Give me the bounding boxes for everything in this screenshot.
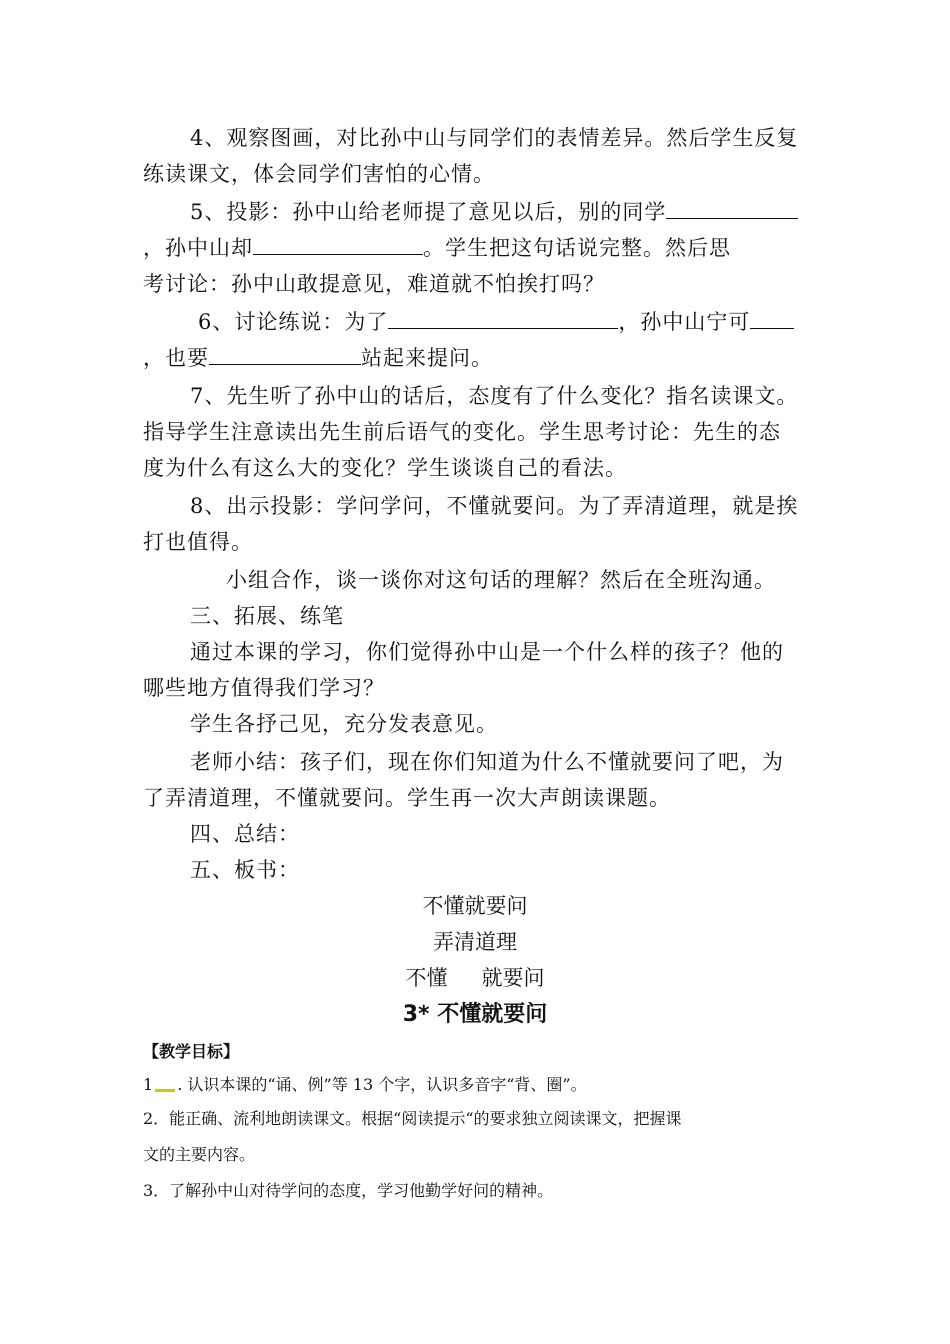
objective-1 — [143, 1073, 587, 1097]
objective-1-text: . 认识本课的“诵、例”等 13 个字，认识多音字“背、圈”。 — [177, 1075, 587, 1094]
para-4-line-2: 练读课文，体会同学们害怕的心情。 — [143, 162, 495, 186]
summary-line-1: 老师小结：孩子们，现在你们知道为什么不懂就要问了吧，为 — [190, 750, 784, 774]
section-5-heading: 五、板书： — [190, 858, 300, 882]
para-6-text-c: ，也要 — [143, 346, 209, 370]
para-6-text-d: 站起来提问。 — [361, 346, 493, 370]
para-5-text-a: ，孙中山却 — [143, 236, 253, 260]
blank-line — [666, 198, 798, 219]
board-line-3 — [0, 964, 950, 992]
group-work-line: 小组合作，谈一谈你对这句话的理解？然后在全班沟通。 — [226, 568, 776, 592]
board-line-1: 不懂就要问 — [422, 894, 528, 918]
section-4-heading: 四、总结： — [190, 822, 300, 846]
objective-2-line-1: 2．能正确、流利地朗读课文。根据“阅读提示“的要求独立阅读课文，把握课 — [143, 1109, 682, 1128]
para-6-text-a: 6、讨论练说：为了 — [198, 310, 389, 334]
para-5-line-1 — [190, 198, 798, 226]
board-line-2: 弄清道理 — [433, 930, 517, 954]
summary-line-2: 了弄清道理，不懂就要问。学生再一次大声朗读课题。 — [143, 786, 671, 810]
highlight-mark — [155, 1089, 175, 1092]
para-6-line-2 — [143, 344, 493, 372]
para-8-line-2: 打也值得。 — [143, 530, 253, 554]
objective-2-line-2: 文的主要内容。 — [143, 1145, 256, 1164]
para-5-text-b: 。学生把这句话说完整。然后思 — [423, 236, 731, 260]
blank-line — [253, 234, 423, 255]
board-line-3b: 就要问 — [481, 966, 545, 990]
objective-3: 3．了解孙中山对待学问的态度，学习他勤学好问的精神。 — [143, 1181, 554, 1200]
para-5-line-2 — [143, 234, 731, 262]
para-8-line-1: 8、出示投影：学问学问，不懂就要问。为了弄清道理，就是挨 — [190, 494, 799, 518]
objectives-heading: 【教学目标】 — [143, 1042, 240, 1061]
para-7-line-1: 7、先生听了孙中山的话后，态度有了什么变化？指名读课文。 — [190, 384, 799, 408]
blank-line — [209, 344, 361, 365]
para-7-line-2: 指导学生注意读出先生前后语气的变化。学生思考讨论：先生的态 — [143, 420, 781, 444]
para-4-line-1: 4、观察图画，对比孙中山与同学们的表情差异。然后学生反复 — [190, 126, 799, 150]
section-3-line-2: 哪些地方值得我们学习？ — [143, 676, 385, 700]
section-3-line-1: 通过本课的学习，你们觉得孙中山是一个什么样的孩子？他的 — [190, 640, 784, 664]
section-3-heading: 三、拓展、练笔 — [190, 604, 344, 628]
para-7-line-3: 度为什么有这么大的变化？学生谈谈自己的看法。 — [143, 456, 627, 480]
blank-line — [388, 308, 618, 329]
objective-1-number: 1 — [143, 1075, 154, 1094]
para-5-text: 5、投影：孙中山给老师提了意见以后，别的同学 — [190, 200, 667, 224]
blank-line — [750, 308, 794, 329]
board-line-3a: 不懂 — [405, 966, 448, 990]
section-3-line-3: 学生各抒己见，充分发表意见。 — [190, 712, 498, 736]
lesson-title: 3* 不懂就要问 — [402, 1002, 548, 1027]
para-6-line-1 — [198, 308, 794, 336]
para-6-text-b: ，孙中山宁可 — [618, 310, 751, 334]
para-5-line-3: 考讨论：孙中山敢提意见，难道就不怕挨打吗？ — [143, 272, 605, 296]
